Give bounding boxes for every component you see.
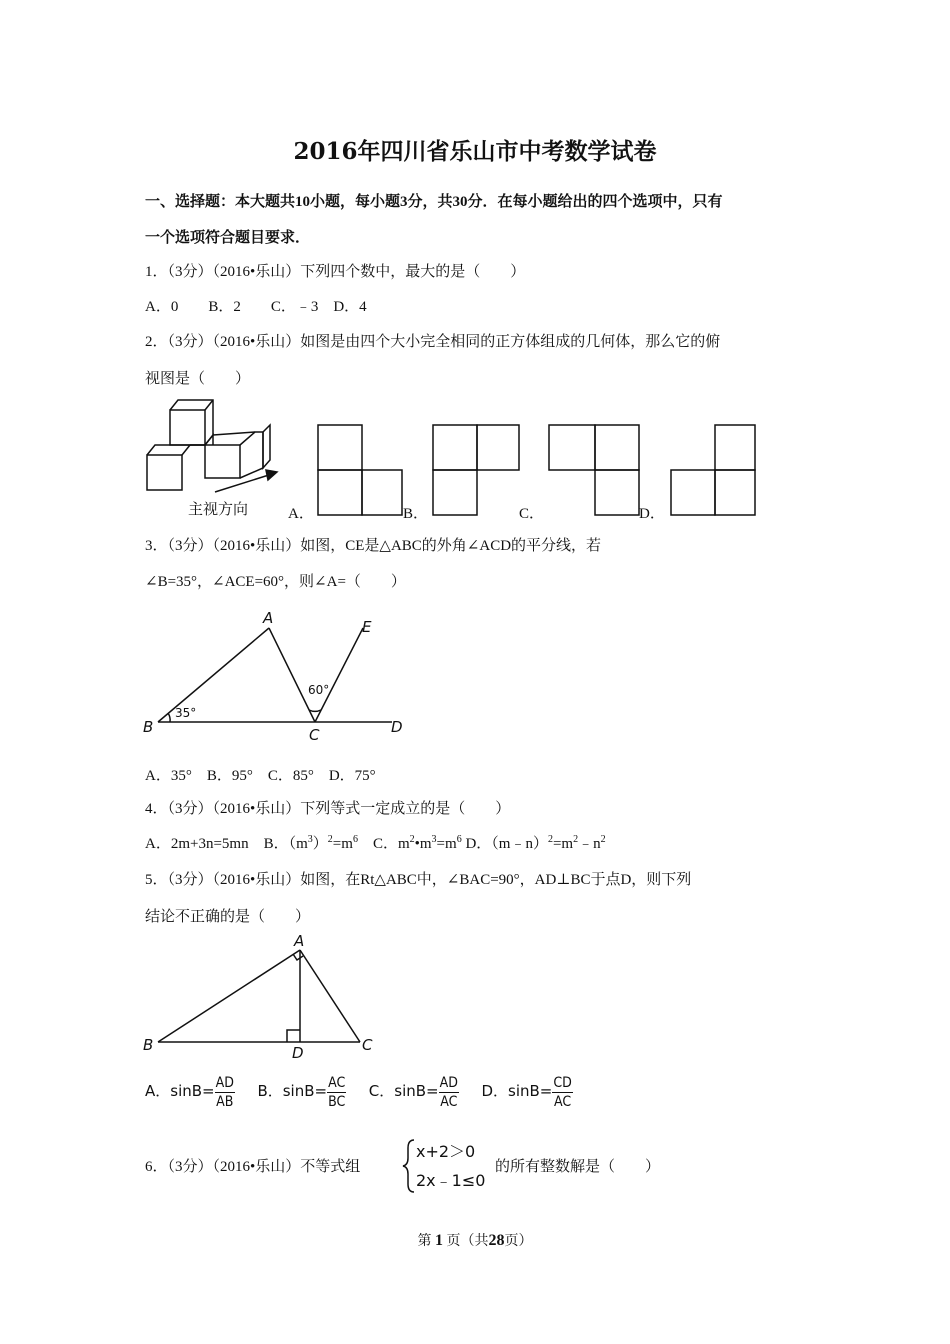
- footer-pre: 第: [417, 1234, 432, 1249]
- q5-label-b: B: [143, 1036, 154, 1054]
- footer-page-number: 1: [435, 1232, 443, 1249]
- q4-stem: 4．（3分）（2016•乐山）下列等式一定成立的是（ ）: [145, 801, 511, 817]
- section-heading-line1: 一、选择题：本大题共10小题，每小题3分，共30分．在每小题给出的四个选项中，只有: [145, 194, 723, 210]
- page-title: 2016年四川省乐山市中考数学试卷: [293, 138, 657, 165]
- q3-angle-c-label: 60°: [308, 683, 330, 697]
- q2-stem-line2: 视图是（ ）: [145, 371, 251, 387]
- q2-stem-line1: 2．（3分）（2016•乐山）如图是由四个大小完全相同的正方体组成的几何体，那么它的俯: [145, 334, 721, 350]
- q3-label-b: B: [143, 718, 154, 736]
- q2-option-c-label: C．: [519, 506, 545, 522]
- q5-option-a: A．sinB= $\frac{AD}{AB}$: [145, 1075, 234, 1110]
- q5-options: [145, 1074, 573, 1111]
- q6-stem-post: 的所有整数解是（ ）: [495, 1159, 661, 1175]
- q5-option-c: C．sinB= $\frac{AD}{AC}$: [368, 1075, 458, 1110]
- footer-post: 页）: [504, 1234, 533, 1249]
- q1-stem: 1．（3分）（2016•乐山）下列四个数中，最大的是（ ）: [145, 264, 526, 280]
- q6-inequality-1: x+2＞0: [416, 1142, 476, 1161]
- section-heading-line2: 一个选项符合题目要求．: [145, 230, 311, 246]
- q2-cube-solid: [147, 400, 270, 490]
- q4-option-b: B．$(m^3)^2=m^6$: [263, 834, 358, 852]
- q3-label-d: D: [391, 718, 403, 736]
- q3-label-e: E: [362, 618, 372, 636]
- q5-label-a: A: [294, 932, 305, 950]
- q2-option-d-figure: [671, 425, 755, 515]
- q6-inequality-2: 2x﹣1≤0: [416, 1171, 486, 1190]
- q3-options: A．35° B．95° C．85° D．75°: [145, 768, 376, 784]
- q4-option-a: A．2m+3n=5mn: [145, 836, 249, 852]
- q2-option-a-label: A．: [288, 506, 314, 522]
- brace-icon: [402, 1138, 416, 1194]
- q2-option-d-label: D．: [639, 506, 665, 522]
- q5-figure: [158, 950, 360, 1042]
- footer-mid: 页（共: [446, 1234, 489, 1249]
- q5-label-d: D: [292, 1044, 304, 1062]
- q5-stem-line2: 结论不正确的是（ ）: [145, 909, 311, 925]
- q1-options: A．0 B．2 C．﹣3 D．4: [145, 299, 367, 315]
- q5-option-d: D．sinB= $\frac{CD}{AC}$: [481, 1075, 572, 1110]
- page-footer: [0, 1230, 950, 1250]
- q3-stem-line1: 3．（3分）（2016•乐山）如图，CE是△ABC的外角∠ACD的平分线，若: [145, 538, 602, 554]
- q4-option-c: C．$m^2•m^3=m^6$: [372, 834, 462, 852]
- q4-option-d: D．$(m﹣n)^2=m^2﹣n^2$: [465, 834, 606, 852]
- q2-option-c-figure: [549, 425, 639, 515]
- view-arrow: [215, 470, 277, 492]
- footer-total-pages: 28: [488, 1232, 505, 1249]
- q3-label-c: C: [309, 726, 320, 744]
- q5-stem-line1: 5．（3分）（2016•乐山）如图，在Rt△ABC中，∠BAC=90°，AD⊥BC于点D，则下列: [145, 872, 692, 888]
- q3-label-a: A: [263, 609, 274, 627]
- q4-options: [145, 832, 606, 853]
- q5-option-b: B．sinB= $\frac{AC}{BC}$: [257, 1075, 346, 1110]
- q2-option-b-label: B．: [403, 506, 429, 522]
- q3-stem-line2: ∠B=35°，∠ACE=60°，则∠A=（ ）: [145, 574, 406, 590]
- q3-angle-b-label: 35°: [175, 706, 197, 720]
- q2-option-a-figure: [318, 425, 402, 515]
- q6-stem-pre: 6．（3分）（2016•乐山）不等式组: [145, 1159, 361, 1175]
- view-direction-label: 主视方向: [188, 500, 249, 518]
- q2-option-b-figure: [433, 425, 519, 515]
- q5-label-c: C: [362, 1036, 373, 1054]
